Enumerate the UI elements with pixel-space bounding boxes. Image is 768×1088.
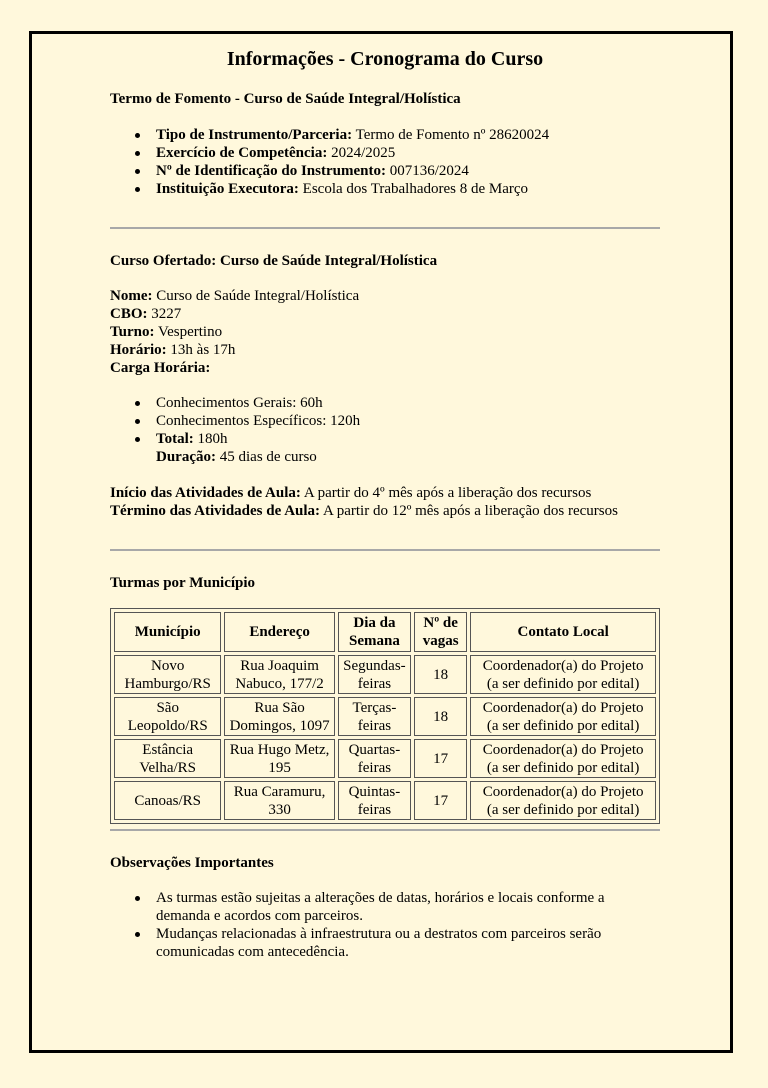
cell-endereco: Rua Caramuru, 330 (224, 781, 334, 820)
turmas-heading: Turmas por Município (110, 575, 256, 591)
divider (110, 549, 660, 551)
cell-municipio: Novo Hamburgo/RS (114, 655, 221, 694)
cell-dia: Segundas- feiras (338, 655, 411, 694)
header-endereco: Endereço (224, 612, 334, 652)
carga-label: Carga Horária: (110, 360, 211, 376)
header-dia: Dia da Semana (338, 612, 411, 652)
list-item: Exercício de Competência: 2024/2025 (110, 144, 660, 162)
termo-list (110, 126, 660, 198)
cell-municipio: Estância Velha/RS (114, 739, 221, 778)
inicio-line: Início das Atividades de Aula: A partir do 4º mês após a liberação dos recursos (110, 485, 592, 501)
cell-endereco: Rua Hugo Metz, 195 (224, 739, 334, 778)
cell-vagas: 17 (414, 781, 467, 820)
list-item: Tipo de Instrumento/Parceria: Termo de Fomento nº 28620024 (110, 126, 660, 144)
cell-dia: Quartas- feiras (338, 739, 411, 778)
carga-list (110, 394, 660, 466)
list-item: Total: 180h (110, 430, 660, 448)
cbo-line: CBO: 3227 (110, 306, 182, 322)
termo-heading: Termo de Fomento - Curso de Saúde Integral/Holística (110, 91, 461, 107)
cell-contato: Coordenador(a) do Projeto (a ser definido por edital) (470, 781, 656, 820)
cell-municipio: Canoas/RS (114, 781, 221, 820)
turno-line: Turno: Vespertino (110, 324, 223, 340)
list-item: Duração: 45 dias de curso (156, 449, 317, 465)
divider (110, 829, 660, 831)
list-item: Mudanças relacionadas à infraestrutura ou a destratos com parceiros serão comunicadas com antecedência. (110, 925, 640, 961)
cell-contato: Coordenador(a) do Projeto (a ser definido por edital) (470, 739, 656, 778)
cell-endereco: Rua Joaquim Nabuco, 177/2 (224, 655, 334, 694)
divider (110, 227, 660, 229)
list-item: Conhecimentos Gerais: 60h (110, 394, 660, 412)
header-contato: Contato Local (470, 612, 656, 652)
cell-municipio: São Leopoldo/RS (114, 697, 221, 736)
document-frame (29, 31, 733, 1053)
horario-line: Horário: 13h às 17h (110, 342, 236, 358)
cell-contato: Coordenador(a) do Projeto (a ser definido por edital) (470, 697, 656, 736)
observacoes-list (110, 889, 640, 961)
cell-vagas: 18 (414, 697, 467, 736)
cell-endereco: Rua São Domingos, 1097 (224, 697, 334, 736)
list-item: As turmas estão sujeitas a alterações de datas, horários e locais conforme a demanda e acordos com parceiros. (110, 889, 640, 925)
cell-vagas: 17 (414, 739, 467, 778)
cell-vagas: 18 (414, 655, 467, 694)
header-municipio: Município (114, 612, 221, 652)
page-title: Informações - Cronograma do Curso (226, 48, 544, 70)
list-item: Instituição Executora: Escola dos Trabalhadores 8 de Março (110, 180, 660, 198)
nome-line: Nome: Curso de Saúde Integral/Holística (110, 288, 360, 304)
observacoes-heading: Observações Importantes (110, 855, 274, 871)
table-row (114, 655, 656, 694)
cell-dia: Quintas- feiras (338, 781, 411, 820)
cell-contato: Coordenador(a) do Projeto (a ser definido por edital) (470, 655, 656, 694)
table-row (114, 739, 656, 778)
table-header-row (114, 612, 656, 652)
header-vagas: Nº de vagas (414, 612, 467, 652)
termino-line: Término das Atividades de Aula: A partir do 12º mês após a liberação dos recursos (110, 503, 618, 519)
cell-dia: Terças- feiras (338, 697, 411, 736)
table-row (114, 781, 656, 820)
list-item: Nº de Identificação do Instrumento: 007136/2024 (110, 162, 660, 180)
table-row (114, 697, 656, 736)
turmas-table (110, 608, 660, 824)
list-item: Conhecimentos Específicos: 120h (110, 412, 660, 430)
curso-heading: Curso Ofertado: Curso de Saúde Integral/Holística (110, 253, 438, 269)
